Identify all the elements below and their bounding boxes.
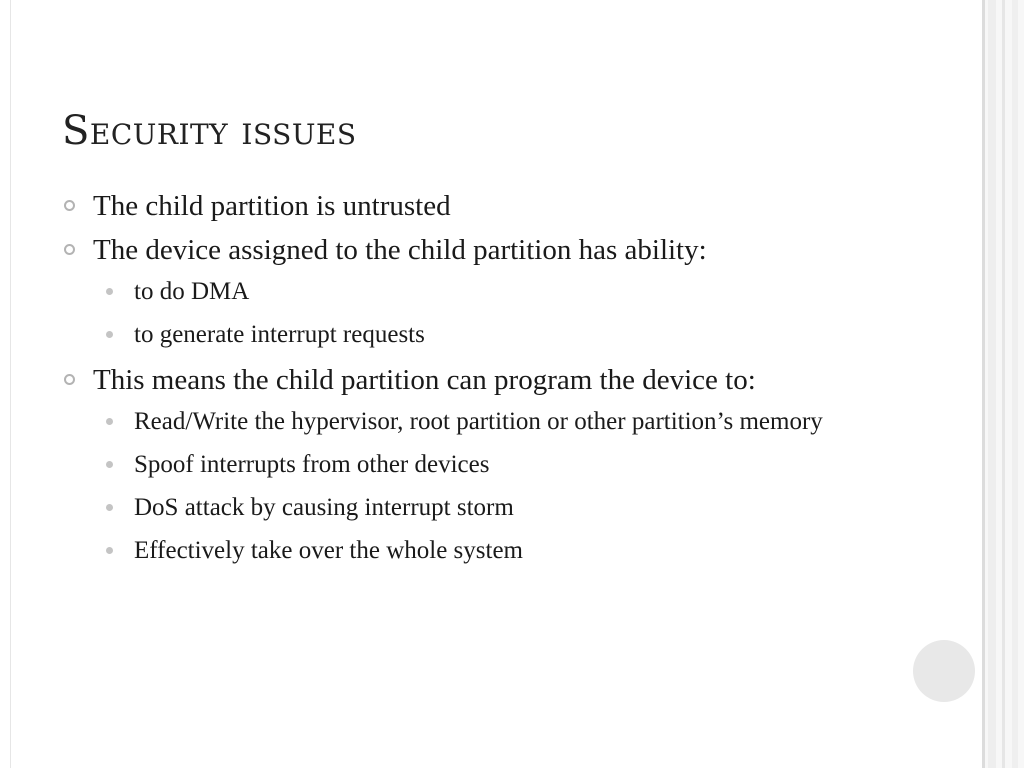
bullet-item-1 (62, 186, 862, 226)
band-stripe (982, 0, 985, 768)
sub-bullet-text: to generate interrupt requests (134, 321, 425, 348)
left-border-line (10, 0, 11, 768)
slide-title: Security issues (62, 108, 357, 154)
ring-bullet-icon (64, 200, 75, 211)
dot-bullet-icon (106, 288, 113, 295)
bullet-item-2 (62, 230, 862, 352)
sub-bullet-text: Effectively take over the whole system (134, 537, 523, 564)
band-stripe (1012, 0, 1018, 768)
dot-bullet-icon (106, 418, 113, 425)
dot-bullet-icon (106, 331, 113, 338)
sub-bullet-text: Spoof interrupts from other devices (134, 451, 490, 478)
ring-bullet-icon (64, 244, 75, 255)
bullet-text: This means the child partition can program the device to: (93, 364, 756, 396)
bullet-text: The device assigned to the child partition has ability: (93, 234, 707, 266)
sub-bullet-item (62, 533, 862, 568)
sub-bullet-item (62, 404, 862, 439)
sub-bullet-text: to do DMA (134, 278, 250, 305)
ring-bullet-icon (64, 374, 75, 385)
dot-bullet-icon (106, 504, 113, 511)
bullet-list (62, 186, 862, 576)
sub-bullet-item (62, 490, 862, 525)
band-stripe (1002, 0, 1005, 768)
sub-bullet-text: DoS attack by causing interrupt storm (134, 494, 514, 521)
sub-bullet-text: Read/Write the hypervisor, root partition or other partition’s memory (134, 408, 823, 435)
right-decorative-band (982, 0, 1024, 768)
dot-bullet-icon (106, 461, 113, 468)
band-stripe (988, 0, 996, 768)
decorative-circle (913, 640, 975, 702)
bullet-item-3 (62, 360, 862, 568)
dot-bullet-icon (106, 547, 113, 554)
sub-bullet-item (62, 447, 862, 482)
sub-bullet-item (62, 317, 862, 352)
bullet-text: The child partition is untrusted (93, 190, 451, 222)
sub-bullet-item (62, 274, 862, 309)
